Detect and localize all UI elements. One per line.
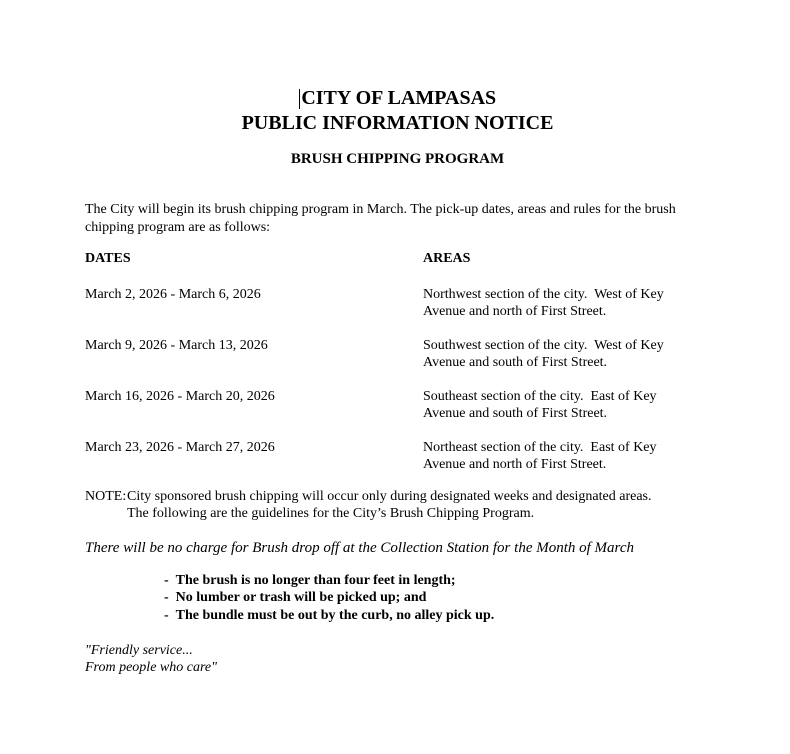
tagline	[85, 642, 710, 676]
guideline-text: The bundle must be out by the curb, no alley pick up.	[175, 607, 495, 623]
schedule-dates: March 2, 2026 - March 6, 2026	[85, 286, 261, 302]
guidelines-list	[85, 572, 710, 625]
schedule-area: Southeast section of the city. East of Key Avenue and south of First Street.	[423, 388, 660, 421]
schedule-area: Northeast section of the city. East of Key Avenue and north of First Street.	[423, 439, 660, 472]
guideline-item	[164, 607, 710, 625]
dash-marker: -	[164, 572, 169, 588]
document-header	[85, 86, 710, 169]
title-line-2: PUBLIC INFORMATION NOTICE	[241, 112, 554, 134]
document-subtitle: BRUSH CHIPPING PROGRAM	[290, 151, 505, 167]
schedule-row	[85, 388, 710, 423]
document-title	[85, 86, 710, 136]
title-line-1	[85, 86, 710, 111]
title-line-1-text: CITY OF LAMPASAS	[301, 87, 497, 109]
note-line-1: City sponsored brush chipping will occur only during designated weeks and designated areas.	[127, 488, 652, 504]
guideline-item	[164, 589, 710, 607]
dash-marker: -	[164, 590, 169, 605]
dash-marker: -	[164, 607, 169, 623]
schedule-area: Southwest section of the city. West of Key Avenue and south of First Street.	[423, 337, 667, 370]
column-header-areas: AREAS	[423, 251, 471, 266]
schedule-header-row	[85, 250, 710, 268]
schedule-row	[85, 337, 710, 372]
guideline-text: No lumber or trash will be picked up; and	[175, 590, 427, 605]
no-charge-notice: There will be no charge for Brush drop off at the Collection Station for the Month of March	[85, 539, 634, 556]
guideline-item	[164, 572, 710, 590]
intro-paragraph: The City will begin its brush chipping program in March. The pick-up dates, areas and rules for the brush chipping program are as follows:	[85, 202, 676, 235]
guideline-text: The brush is no longer than four feet in length;	[175, 572, 456, 588]
schedule-dates: March 9, 2026 - March 13, 2026	[85, 337, 268, 353]
schedule-dates: March 16, 2026 - March 20, 2026	[85, 388, 275, 404]
column-header-dates: DATES	[85, 251, 131, 266]
note-paragraph	[85, 488, 710, 523]
schedule-area: Northwest section of the city. West of Key Avenue and north of First Street.	[423, 286, 667, 319]
tagline-line-2: From people who care"	[85, 660, 217, 675]
tagline-line-1: "Friendly service...	[85, 643, 193, 658]
note-line-2: The following are the guidelines for the City’s Brush Chipping Program.	[127, 506, 535, 521]
schedule-row	[85, 439, 710, 474]
schedule-dates: March 23, 2026 - March 27, 2026	[85, 439, 275, 455]
note-label: NOTE:	[85, 488, 127, 504]
note-text	[127, 488, 710, 523]
schedule-table	[85, 250, 710, 474]
schedule-row	[85, 286, 710, 321]
